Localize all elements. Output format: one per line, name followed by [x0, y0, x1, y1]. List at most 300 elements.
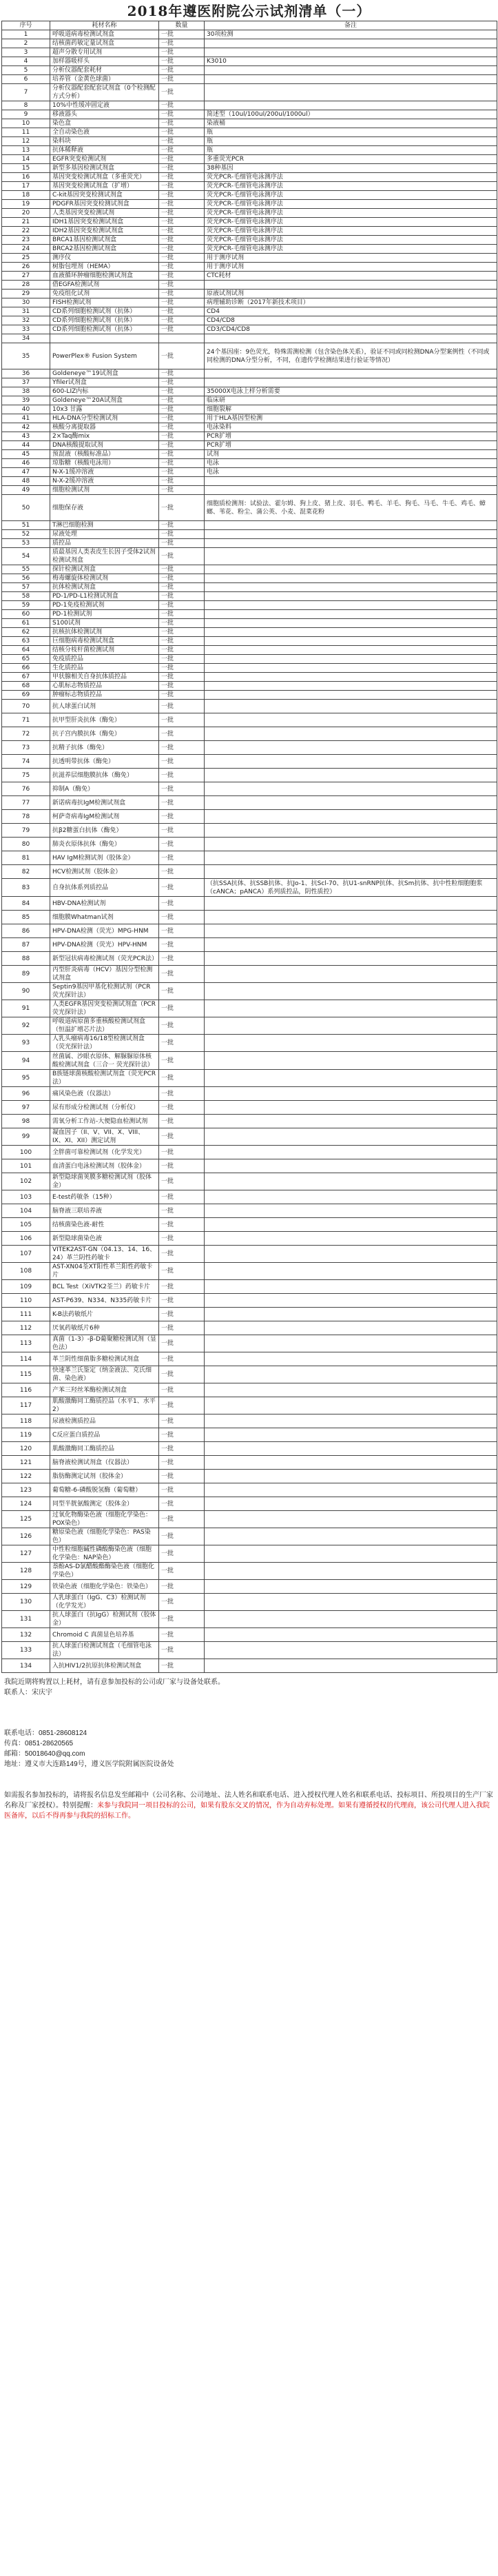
footer-email[interactable]: 邮箱：50018640@qq.com: [4, 1750, 85, 1758]
table-row: [2, 369, 497, 378]
row-name: 抗透明带抗体（酶免）: [50, 755, 159, 769]
row-qty: 一批: [159, 1173, 205, 1190]
row-name: 血清蛋白电泳检测试剂（胶体金）: [50, 1159, 159, 1173]
row-name: 质控品: [50, 539, 159, 548]
table-row: [2, 173, 497, 182]
table-row: [2, 619, 497, 628]
table-row: [2, 700, 497, 713]
row-note: 荧光PCR-毛细管电泳测序法: [205, 218, 497, 227]
row-qty: 一批: [159, 1628, 205, 1642]
row-name: 免疫组化试剂: [50, 290, 159, 298]
table-row: [2, 824, 497, 838]
row-note: [205, 1659, 497, 1673]
table-row: [2, 755, 497, 769]
table-row: [2, 1428, 497, 1442]
row-note: [205, 369, 497, 378]
row-note: [205, 938, 497, 952]
table-row: [2, 691, 497, 700]
row-note: CD4: [205, 307, 497, 316]
row-name: 免疫质控品: [50, 655, 159, 664]
row-name: 尿液处理: [50, 530, 159, 539]
row-name: 脑脊液检测试剂盒（仪器法）: [50, 1456, 159, 1470]
row-qty: 一批: [159, 486, 205, 495]
row-name: K-B法药敏纸片: [50, 1308, 159, 1321]
row-no: 83: [2, 879, 50, 897]
row-note: 病理辅助诊断（2017年新技术项目）: [205, 298, 497, 307]
row-no: 110: [2, 1294, 50, 1308]
row-name: 肌酸激酶同工酶质控品: [50, 1442, 159, 1456]
row-qty: 一批: [159, 1611, 205, 1628]
row-no: 7: [2, 84, 50, 101]
table-row: [2, 1483, 497, 1497]
row-name: 自身抗体系列质控品: [50, 879, 159, 897]
row-note: [205, 1611, 497, 1628]
footer-address: 地址：遵义市大连路149号，遵义医学院附属医院设备处: [4, 1761, 174, 1768]
row-qty: 一批: [159, 619, 205, 628]
row-name: 抑制A（酶免）: [50, 782, 159, 796]
table-row: [2, 911, 497, 924]
row-qty: [159, 334, 205, 343]
table-row: [2, 164, 497, 173]
row-no: 31: [2, 307, 50, 316]
table-row: [2, 1470, 497, 1483]
row-name: N-X-2缓冲溶液: [50, 477, 159, 486]
row-qty: 一批: [159, 682, 205, 691]
row-name: 预混液（核酸标准品）: [50, 450, 159, 459]
row-no: 81: [2, 851, 50, 865]
row-qty: 一批: [159, 272, 205, 281]
row-note: [205, 691, 497, 700]
row-note: [205, 1470, 497, 1483]
row-name: 脂肪酶测定试剂（胶体金）: [50, 1470, 159, 1483]
table-row: [2, 727, 497, 741]
row-qty: 一批: [159, 565, 205, 574]
table-row: [2, 101, 497, 110]
row-qty: 一批: [159, 227, 205, 236]
row-name: N-X-1缓冲溶液: [50, 468, 159, 477]
row-no: 86: [2, 924, 50, 938]
table-row: [2, 119, 497, 128]
table-row: [2, 548, 497, 565]
table-row: [2, 1580, 497, 1594]
row-note: [205, 477, 497, 486]
row-qty: 一批: [159, 574, 205, 583]
row-no: 52: [2, 530, 50, 539]
row-name: 尿液检测质控品: [50, 1414, 159, 1428]
row-name: 基因突变检测试剂盒（多重荧光）: [50, 173, 159, 182]
row-no: 30: [2, 298, 50, 307]
row-note: 荧光PCR-毛细管电泳测序法: [205, 236, 497, 245]
row-name: 基因突变检测试剂盒（扩增）: [50, 182, 159, 191]
row-note: [205, 1366, 497, 1383]
row-name: Yfiler试剂盒: [50, 378, 159, 387]
row-name: 新型隐球菌染色液: [50, 1232, 159, 1246]
row-no: 126: [2, 1528, 50, 1545]
row-qty: 一批: [159, 209, 205, 218]
row-note: 电泳: [205, 468, 497, 477]
row-no: 85: [2, 911, 50, 924]
row-name: B族链球菌核酸检测试剂盒（荧光PCR法）: [50, 1070, 159, 1087]
row-qty: 一批: [159, 84, 205, 101]
row-name: BRCA1基因检测试剂盒: [50, 236, 159, 245]
table-row: [2, 1204, 497, 1218]
row-name: 抗人球蛋白检测试剂盒（毛细管电泳法）: [50, 1642, 159, 1659]
table-row: [2, 1642, 497, 1659]
row-name: 同型半胱氨酸测定（胶体金）: [50, 1497, 159, 1511]
row-note: [205, 1246, 497, 1263]
row-qty: 一批: [159, 155, 205, 164]
row-note: [205, 782, 497, 796]
row-note: 35000X电泳上样分析需要: [205, 387, 497, 396]
row-qty: 一批: [159, 48, 205, 57]
table-row: [2, 1232, 497, 1246]
row-no: 4: [2, 57, 50, 66]
row-note: [205, 897, 497, 911]
row-note: [205, 1642, 497, 1659]
table-row: [2, 495, 497, 521]
row-no: 88: [2, 952, 50, 966]
row-name: C-kit基因突变检测试剂盒: [50, 191, 159, 200]
row-qty: 一批: [159, 1594, 205, 1611]
table-row: [2, 84, 497, 101]
row-qty: 一批: [159, 1545, 205, 1563]
row-name: 人乳头瘤病毒16/18型检测试剂盒（荧光探针法）: [50, 1035, 159, 1052]
row-no: 131: [2, 1611, 50, 1628]
row-no: 57: [2, 583, 50, 592]
table-row: [2, 200, 497, 209]
table-row: [2, 236, 497, 245]
row-note: [205, 565, 497, 574]
row-qty: 一批: [159, 1146, 205, 1159]
row-name: 细胞保存液: [50, 495, 159, 521]
row-qty: 一批: [159, 646, 205, 655]
row-name: 人类基因突变检测试剂: [50, 209, 159, 218]
row-no: 102: [2, 1173, 50, 1190]
row-note: [205, 1563, 497, 1580]
row-no: 36: [2, 369, 50, 378]
row-name: BRCA2基因检测试剂盒: [50, 245, 159, 254]
row-note: [205, 1146, 497, 1159]
table-row: [2, 796, 497, 810]
row-name: HCV检测试剂（胶体金）: [50, 865, 159, 879]
row-note: [205, 824, 497, 838]
row-qty: 一批: [159, 741, 205, 755]
row-qty: 一批: [159, 325, 205, 334]
row-name: 梅毒螺旋体检测试剂: [50, 574, 159, 583]
row-note: 24个基因座：9色荧光，特殊需测检测（包含染色体关系），验证不同或同检测DNA分型案例性（不同或同检测的DNA分型分析，不同，在遗传学检测结果进行验证等情况）: [205, 343, 497, 369]
row-no: 5: [2, 66, 50, 75]
row-name: 探针检测试剂盒: [50, 565, 159, 574]
row-note: [205, 1128, 497, 1146]
row-qty: 一批: [159, 387, 205, 396]
table-row: [2, 272, 497, 281]
row-qty: 一批: [159, 521, 205, 530]
row-note: 荧光PCR-毛细管电泳测序法: [205, 191, 497, 200]
row-note: [205, 1335, 497, 1352]
row-name: 呼吸道病原菌多重核酸检测试剂盒（恒温扩增芯片法）: [50, 1017, 159, 1035]
row-no: 43: [2, 432, 50, 441]
row-qty: 一批: [159, 1017, 205, 1035]
footer-contact-person: 联系人：宋庆宇: [4, 1689, 52, 1696]
row-no: 132: [2, 1628, 50, 1642]
row-note: [205, 1052, 497, 1070]
row-no: 114: [2, 1352, 50, 1366]
row-no: 134: [2, 1659, 50, 1673]
row-no: 92: [2, 1017, 50, 1035]
row-no: 41: [2, 414, 50, 423]
table-row: [2, 387, 497, 396]
row-note: 多重荧光PCR: [205, 155, 497, 164]
row-note: [205, 1497, 497, 1511]
row-no: 12: [2, 137, 50, 146]
row-qty: 一批: [159, 782, 205, 796]
table-row: [2, 1035, 497, 1052]
row-name: PD-1检测试剂: [50, 610, 159, 619]
row-note: 细胞裂解: [205, 405, 497, 414]
row-note: 原液试剂试剂: [205, 290, 497, 298]
row-note: [205, 700, 497, 713]
table-row: [2, 983, 497, 1000]
row-note: 瓶: [205, 128, 497, 137]
row-note: [205, 101, 497, 110]
row-name: 抗体稀释液: [50, 146, 159, 155]
row-qty: 一批: [159, 450, 205, 459]
row-name: 肺炎衣原体抗体（酶免）: [50, 838, 159, 851]
table-row: [2, 254, 497, 263]
row-note: [205, 334, 497, 343]
row-no: 38: [2, 387, 50, 396]
row-no: 76: [2, 782, 50, 796]
row-name: CD系列细胞检测试剂（抗体）: [50, 325, 159, 334]
table-row: [2, 57, 497, 66]
row-name: 培养管（金黄色球菌）: [50, 75, 159, 84]
row-name: 新型多基因检测试剂盒: [50, 164, 159, 173]
row-qty: 一批: [159, 824, 205, 838]
table-row: [2, 1335, 497, 1352]
row-no: 60: [2, 610, 50, 619]
row-note: [205, 924, 497, 938]
table-row: [2, 1128, 497, 1146]
row-note: 细胞质检测剂：试验法、霍尔姆、狗上皮、猪上皮、羽毛、鸭毛、羊毛、狗毛、马毛、牛毛、鸡毛、蟑螂、苇花、粉尘、蒲公英、小麦、混菜花粉: [205, 495, 497, 521]
row-name: 尿有形成分检测试剂（分析仪）: [50, 1101, 159, 1115]
row-name: Chromoid C 真菌显色培养基: [50, 1628, 159, 1642]
row-no: 68: [2, 682, 50, 691]
table-row: [2, 838, 497, 851]
table-row: [2, 1594, 497, 1611]
table-row: [2, 423, 497, 432]
row-name: IDH1基因突变检测试剂盒: [50, 218, 159, 227]
row-note: [205, 755, 497, 769]
row-note: [205, 1218, 497, 1232]
row-no: 15: [2, 164, 50, 173]
row-name: CD系列细胞检测试剂（抗体）: [50, 316, 159, 325]
row-no: 120: [2, 1442, 50, 1456]
table-row: [2, 307, 497, 316]
row-no: 9: [2, 110, 50, 119]
row-qty: 一批: [159, 1366, 205, 1383]
row-note: [205, 592, 497, 601]
row-qty: 一批: [159, 1232, 205, 1246]
row-name: AST-XN04荃XT阳性革兰阳性药敏卡片: [50, 1263, 159, 1280]
row-name: 超声分散专用试剂: [50, 48, 159, 57]
row-note: 用于测序试剂: [205, 263, 497, 272]
table-row: [2, 1414, 497, 1428]
row-name: 分析仪器配套耗材: [50, 66, 159, 75]
table-row: [2, 1511, 497, 1528]
row-no: 74: [2, 755, 50, 769]
row-qty: 一批: [159, 592, 205, 601]
table-row: [2, 39, 497, 48]
row-qty: 一批: [159, 1321, 205, 1335]
row-no: 54: [2, 548, 50, 565]
row-name: 新诺病毒抗IgM检测试剂盒: [50, 796, 159, 810]
row-no: 95: [2, 1070, 50, 1087]
table-row: [2, 713, 497, 727]
row-note: [205, 851, 497, 865]
row-name: 脑脊液三联培养液: [50, 1204, 159, 1218]
table-row: [2, 583, 497, 592]
row-name: 需氧分析工作站-大便隐血检测试剂: [50, 1115, 159, 1128]
row-no: 100: [2, 1146, 50, 1159]
table-row: [2, 897, 497, 911]
row-note: 瓶: [205, 137, 497, 146]
row-name: 萘酚AS-D氯醋酸酯酶染色液（细胞化学染色）: [50, 1563, 159, 1580]
row-name: 甲状腺相关自身抗体质控品: [50, 673, 159, 682]
row-qty: 一批: [159, 628, 205, 637]
table-row: [2, 741, 497, 755]
row-qty: 一批: [159, 477, 205, 486]
row-qty: 一批: [159, 851, 205, 865]
row-name: BCL Test（XiVTK2荃兰）药敏卡片: [50, 1280, 159, 1294]
row-no: 32: [2, 316, 50, 325]
row-note: [205, 1580, 497, 1594]
row-qty: 一批: [159, 1383, 205, 1397]
table-row: [2, 48, 497, 57]
row-no: 77: [2, 796, 50, 810]
table-row: [2, 1017, 497, 1035]
row-note: [205, 952, 497, 966]
row-note: CTC耗材: [205, 272, 497, 281]
row-name: T淋巴细胞检测: [50, 521, 159, 530]
row-no: 93: [2, 1035, 50, 1052]
row-qty: 一批: [159, 495, 205, 521]
row-no: 115: [2, 1366, 50, 1383]
row-no: 113: [2, 1335, 50, 1352]
row-note: [205, 521, 497, 530]
footer-fax: 传真：0851-28620565: [4, 1740, 74, 1747]
row-note: [205, 713, 497, 727]
row-note: [205, 1383, 497, 1397]
table-row: [2, 227, 497, 236]
row-qty: 一批: [159, 173, 205, 182]
row-no: 87: [2, 938, 50, 952]
row-no: 94: [2, 1052, 50, 1070]
header-no: 序号: [2, 21, 50, 30]
row-note: 荧光PCR-毛细管电泳测序法: [205, 173, 497, 182]
row-no: 6: [2, 75, 50, 84]
row-name: 抗精子抗体（酶免）: [50, 741, 159, 755]
row-no: 70: [2, 700, 50, 713]
row-qty: 一批: [159, 879, 205, 897]
table-row: [2, 565, 497, 574]
table-row: [2, 281, 497, 290]
table-row: [2, 601, 497, 610]
row-qty: 一批: [159, 637, 205, 646]
header-note: 备注: [205, 21, 497, 30]
row-no: 19: [2, 200, 50, 209]
row-note: [205, 838, 497, 851]
row-name: 分析仪器配套配套试剂盒（0个检测配方式分析）: [50, 84, 159, 101]
table-row: [2, 673, 497, 682]
table-row: [2, 486, 497, 495]
row-note: 用于HLA基因型检测: [205, 414, 497, 423]
table-row: [2, 128, 497, 137]
row-note: CD4/CD8: [205, 316, 497, 325]
page-title: 2018年遵医附院公示试剂清单（一）: [127, 3, 371, 19]
row-name: 移液器头: [50, 110, 159, 119]
row-name: 凝血因子（II、V、VII、X、VIII、IX、XI、XII）测定试剂: [50, 1128, 159, 1146]
row-note: [205, 1115, 497, 1128]
table-body: [2, 30, 497, 1673]
notice-text: 如需报名参加投标的，请将报名信息发至邮箱中（公司名称、公司地址、法人姓名和联系电话、进入授权代理人姓名和联系电话、投标项目、所投项目的生产厂家名称及厂家授权）。特别提醒：: [4, 1792, 493, 1809]
row-qty: 一批: [159, 1456, 205, 1470]
row-name: 中性粒细胞碱性磷酸酶染色液（细胞化学染色：NAP染色）: [50, 1545, 159, 1563]
row-no: 67: [2, 673, 50, 682]
row-qty: 一批: [159, 1115, 205, 1128]
row-qty: 一批: [159, 796, 205, 810]
row-name: 真菌（1-3）-β-D葡聚糖检测试剂（显色法）: [50, 1335, 159, 1352]
row-qty: 一批: [159, 423, 205, 432]
row-no: 3: [2, 48, 50, 57]
row-note: [205, 1428, 497, 1442]
row-qty: 一批: [159, 1442, 205, 1456]
row-note: [205, 1204, 497, 1218]
row-no: 20: [2, 209, 50, 218]
row-note: [205, 1414, 497, 1428]
row-qty: 一批: [159, 1352, 205, 1366]
row-no: 53: [2, 539, 50, 548]
row-no: 79: [2, 824, 50, 838]
table-row: [2, 245, 497, 254]
row-note: [205, 1545, 497, 1563]
row-no: 45: [2, 450, 50, 459]
row-note: [205, 1294, 497, 1308]
row-name: 痛风染色液（仪器法）: [50, 1087, 159, 1101]
row-qty: 一批: [159, 1204, 205, 1218]
row-note: 临床研: [205, 396, 497, 405]
row-qty: 一批: [159, 30, 205, 39]
row-note: [205, 769, 497, 782]
row-no: 34: [2, 334, 50, 343]
table-row: [2, 1497, 497, 1511]
row-qty: 一批: [159, 218, 205, 227]
table-row: [2, 468, 497, 477]
table-row: [2, 1352, 497, 1366]
row-no: 121: [2, 1456, 50, 1470]
row-no: 55: [2, 565, 50, 574]
row-name: 核酸分离提取器: [50, 423, 159, 432]
row-name: Septin9基因甲基化检测试剂（PCR荧光探针法）: [50, 983, 159, 1000]
row-note: [205, 1190, 497, 1204]
notice-warning: 来参与我院同一项目投标的公司，如果有股东交叉的情况，作为自动弃标处理。如果有遵循授权的代理商，该公司代理人进入我院医备库，以后不得再参与我院的招标工作。: [4, 1802, 490, 1820]
row-qty: 一批: [159, 897, 205, 911]
row-name: 新型隐球菌荚膜多糖检测试剂（胶体金）: [50, 1173, 159, 1190]
row-qty: 一批: [159, 924, 205, 938]
row-name: Goldeneye™20A试剂盒: [50, 396, 159, 405]
row-no: 58: [2, 592, 50, 601]
table-row: [2, 110, 497, 119]
row-qty: 一批: [159, 396, 205, 405]
